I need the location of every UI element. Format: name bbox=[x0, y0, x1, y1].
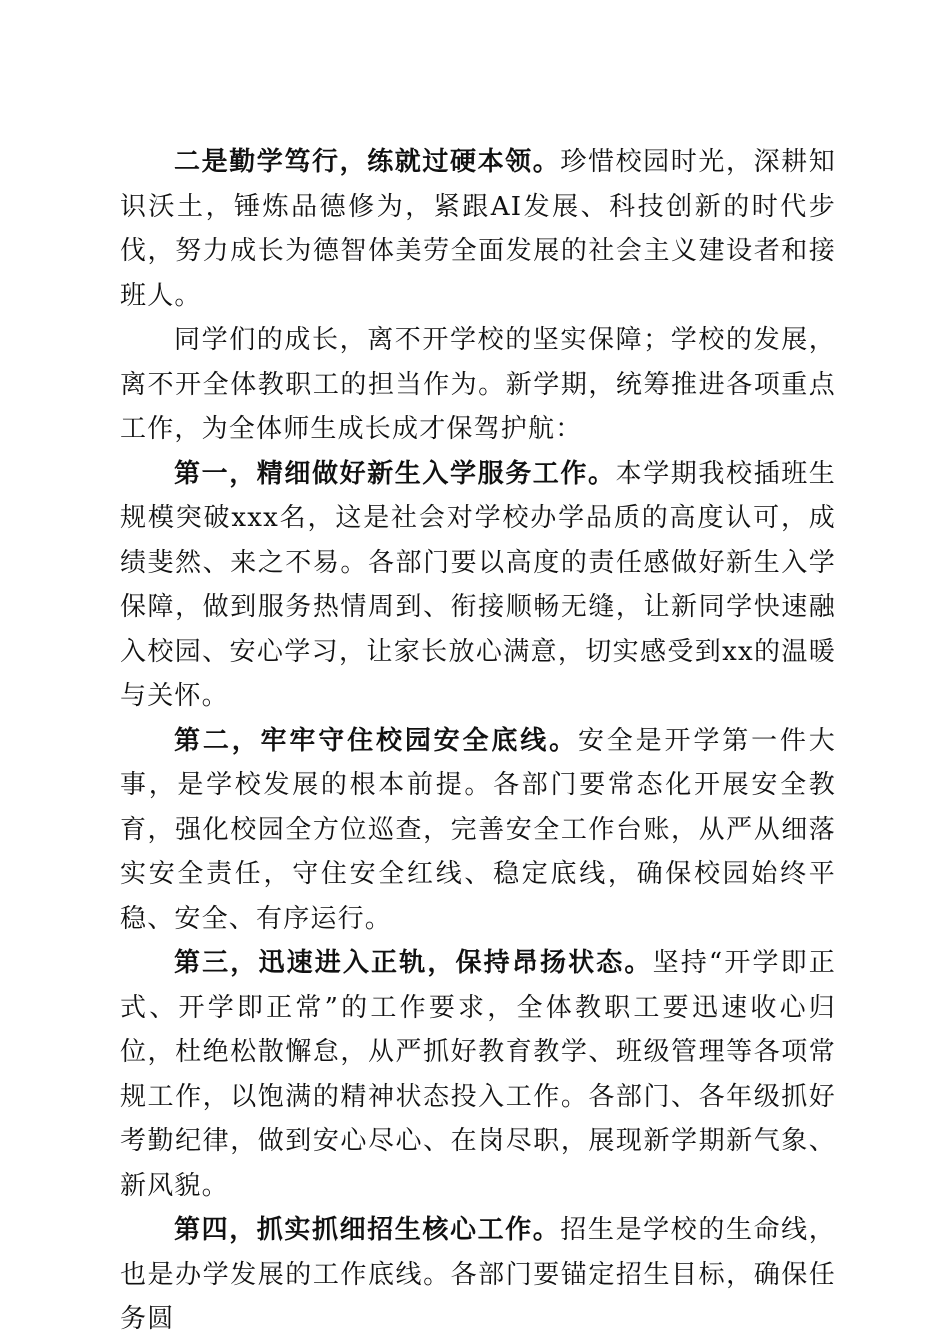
paragraph-heading: 第四，抓实抓细招生核心工作。 bbox=[174, 1215, 561, 1245]
paragraph-text: 同学们的成长，离不开学校的坚实保障；学校的发展，离不开全体教职工的担当作为。新学期，统筹推进各项重点工作，为全体师生成长成才保驾护航： bbox=[120, 325, 836, 444]
paragraph-new-student-service bbox=[120, 452, 836, 719]
paragraph-heading: 第一，精细做好新生入学服务工作。 bbox=[174, 458, 616, 489]
paragraph-study-diligently bbox=[120, 140, 836, 318]
paragraph-text: 坚持“开学即正式、开学即正常”的工作要求，全体教职工要迅速收心归位，杜绝松散懈怠，从严抓好教育教学、班级管理等各项常规工作，以饱满的精神状态投入工作。各部门、各年级抓好考勤纪律，做到安心尽心、在岗尽职，展现新学期新气象、新风貌。 bbox=[120, 948, 836, 1201]
paragraph-text: 安全是开学第一件大事，是学校发展的根本前提。各部门要常态化开展安全教育，强化校园全方位巡查，完善安全工作台账，从严从细落实安全责任，守住安全红线、稳定底线，确保校园始终平稳、安全、有序运行。 bbox=[120, 725, 836, 934]
paragraph-campus-safety bbox=[120, 719, 836, 942]
paragraph-heading: 二是勤学笃行，练就过硬本领。 bbox=[174, 147, 561, 177]
paragraph-school-support bbox=[120, 318, 836, 452]
document-body bbox=[120, 140, 836, 1342]
paragraph-text: 本学期我校插班生规模突破xxx名，这是社会对学校办学品质的高度认可，成绩斐然、来之不易。各部门要以高度的责任感做好新生入学保障，做到服务热情周到、衔接顺畅无缝，让新同学快速融入校园、安心学习，让家长放心满意，切实感受到xx的温暖与关怀。 bbox=[120, 458, 836, 711]
paragraph-enrollment bbox=[120, 1208, 836, 1342]
paragraph-heading: 第二，牢牢守住校园安全底线。 bbox=[174, 725, 578, 756]
paragraph-text: 招生是学校的生命线，也是办学发展的工作底线。各部门要锚定招生目标，确保任务圆 bbox=[120, 1215, 836, 1334]
paragraph-heading: 第三，迅速进入正轨，保持昂扬状态。 bbox=[174, 948, 653, 978]
paragraph-get-on-track bbox=[120, 941, 836, 1208]
paragraph-text: 珍惜校园时光，深耕知识沃土，锤炼品德修为，紧跟AI发展、科技创新的时代步伐，努力成长为德智体美劳全面发展的社会主义建设者和接班人。 bbox=[120, 147, 836, 311]
